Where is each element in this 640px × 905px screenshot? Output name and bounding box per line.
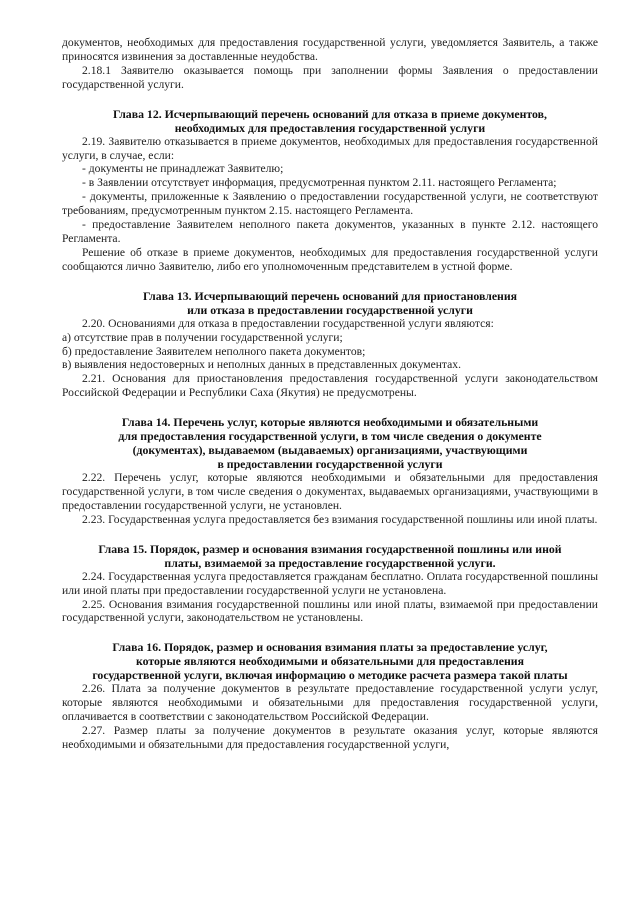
heading-line: Глава 15. Порядок, размер и основания взимания государственной пошлины или иной	[98, 541, 562, 556]
heading-line: необходимых для предоставления государственной услуги	[174, 120, 486, 135]
heading-line: для предоставления государственной услуги, в том числе сведения о документе	[118, 429, 542, 444]
paragraph: 2.23. Государственная услуга предоставляется без взимания государственной пошлины или иной платы.	[82, 512, 598, 526]
paragraph: Решение об отказе в приеме документов, необходимых для предоставления государственной услуги сообщаются лично Заявителю, либо его уполномоченным представителем в устной форме.	[62, 245, 598, 273]
paragraph: в) выявления недостоверных и неполных данных в представленных документах.	[62, 358, 461, 372]
chapter-heading	[62, 640, 598, 682]
heading-line: Глава 16. Порядок, размер и основания взимания платы за предоставление услуг,	[112, 640, 548, 655]
section-spacer	[62, 92, 598, 107]
heading-line: Глава 14. Перечень услуг, которые являются необходимыми и обязательными	[121, 415, 539, 430]
paragraph: - в Заявлении отсутствует информация, предусмотренная пунктом 2.11. настоящего Регламента;	[82, 176, 557, 190]
paragraph: 2.25. Основания взимания государственной пошлины или иной платы, взимаемой при предоставлении государственной услуги, законодательством не установлены.	[62, 597, 598, 625]
paragraph: - предоставление Заявителем неполного пакета документов, указанных в пункте 2.12. настоящего Регламента.	[62, 218, 598, 245]
paragraph: 2.24. Государственная услуга предоставляется гражданам бесплатно. Оплата государственной пошлины или иной платы при предоставлении государственной услуги не установлена.	[62, 569, 598, 597]
section-spacer	[62, 527, 598, 542]
paragraph: б) предоставление Заявителем неполного пакета документов;	[62, 344, 366, 358]
paragraph: а) отсутствие прав в получении государственной услуги;	[62, 330, 343, 344]
paragraph: - документы не принадлежат Заявителю;	[82, 162, 284, 176]
heading-line: в предоставлении государственной услуги	[217, 457, 443, 472]
paragraph: - документы, приложенные к Заявлению о предоставлении государственной услуги, не соответствуют требованиям, предусмотренным пунктом 2.15. настоящего Регламента.	[62, 190, 598, 218]
chapter-heading	[62, 289, 598, 317]
heading-line: платы, взимаемой за предоставление государственной услуги.	[164, 555, 496, 570]
paragraph: документов, необходимых для предоставления государственной услуги, уведомляется Заявитель, а также приносятся извинения за доставленные неудобства.	[62, 36, 598, 63]
heading-line: которые являются необходимыми и обязательными для предоставления	[135, 654, 524, 669]
section-spacer	[62, 625, 598, 640]
heading-line: или отказа в предоставлении государственной услуги	[187, 302, 473, 317]
paragraph: 2.21. Основания для приостановления предоставления государственной услуги законодательством Российской Федерации и Республики Саха (Якутия) не предусмотрены.	[62, 372, 598, 400]
paragraph: 2.27. Размер платы за получение документов в результате оказания услуг, которые являются необходимыми и обязательными для предоставления государственной услуги,	[62, 724, 598, 751]
section-spacer	[62, 274, 598, 289]
heading-line: государственной услуги, включая информацию о методике расчета размера такой платы	[92, 668, 568, 683]
chapter-heading	[62, 542, 598, 570]
section-spacer	[62, 400, 598, 415]
paragraph: 2.19. Заявителю отказывается в приеме документов, необходимых для предоставления государственной услуги, в случае, если:	[62, 134, 598, 162]
paragraph: 2.22. Перечень услуг, которые являются необходимыми и обязательными для предоставления государственной услуги, в том числе сведения о документах, выдаваемых организациями, участвующими в предоставлении государственной услуги, не установлен.	[62, 471, 598, 512]
paragraph: 2.26. Плата за получение документов в результате предоставление государственной услуги услуг, которые являются необходимыми и обязательными для предоставления государственной услуги, оплачивается в соответствии с законодательством Российской Федерации.	[62, 682, 598, 724]
heading-line: Глава 13. Исчерпывающий перечень оснований для приостановления	[142, 288, 518, 303]
chapter-heading	[62, 107, 598, 135]
chapter-heading	[62, 415, 598, 471]
paragraph: 2.20. Основаниями для отказа в предоставлении государственной услуги являются:	[82, 316, 494, 330]
paragraph: 2.18.1 Заявителю оказывается помощь при заполнении формы Заявления о предоставлении государственной услуги.	[62, 63, 598, 91]
heading-line: Глава 12. Исчерпывающий перечень оснований для отказа в приеме документов,	[113, 106, 547, 121]
heading-line: (документах), выдаваемом (выдаваемых) организациями, участвующими	[132, 443, 528, 458]
